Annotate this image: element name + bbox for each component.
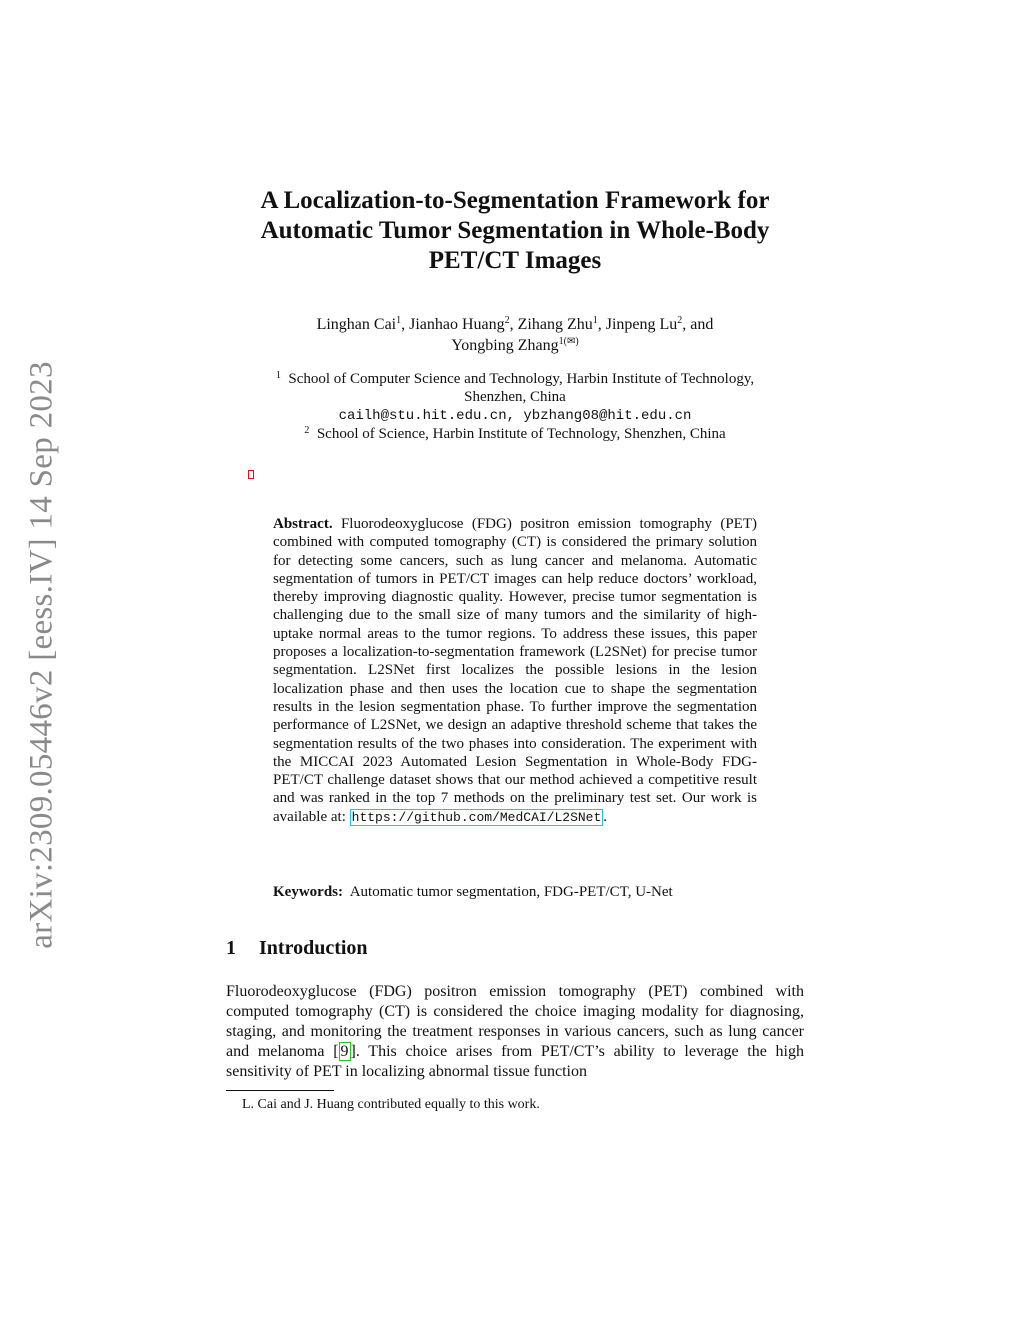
affiliation-text: School of Computer Science and Technology, Harbin Institute of Technology, — [288, 371, 755, 387]
section-number: 1 — [226, 937, 236, 959]
section-title: Introduction — [259, 937, 368, 959]
title-line-3: PET/CT Images — [428, 247, 602, 274]
author-affil-mark: 2 — [677, 315, 683, 326]
intro-paragraph: Fluorodeoxyglucose (FDG) positron emission tomography (PET) combined with computed tomography (CT) is considered the choice imaging modality for diagnosing, staging, and monitoring the treatment responses in various cancers, such as lung cancer and melanoma [ 9 ]. This choice arises from PET/CT’s ability to leverage the high sensitivity of PET in localizing abnormal tissue function — [226, 983, 805, 1080]
author-name: Jinpeng Lu — [605, 316, 678, 333]
footnote-rule — [226, 1090, 334, 1091]
keywords-text: Automatic tumor segmentation, FDG-PET/CT, U-Net — [349, 884, 673, 900]
abstract-text: Fluorodeoxyglucose (FDG) positron emission tomography (PET) combined with computed tomography (CT) is considered the primary solution for detecting some cancers, such as lung cancer and melanoma. Automatic segmentation of tumors in PET/CT images can help reduce doctors’ workload, thereby improving diagnostic quality. However, precise tumor segmentation is challenging due to the small size of many tumors and the similarity of high-uptake normal areas to the tumor regions. To address these issues, this paper proposes a localization-to-segmentation framework (L2SNet) for precise tumor segmentation. L2SNet first localizes the possible lesions in the lesion localization phase and then uses the location cue to shape the segmentation results in the lesion segmentation phase. To further improve the segmentation performance of L2SNet, we design an adaptive threshold scheme that takes the segmentation results of the two phases into consideration. The experiment with the MICCAI 2023 Automated Lesion Segmentation in Whole-Body FDG-PET/CT challenge dataset shows that our method achieved a competitive result and was ranked in the top 7 methods on the preliminary test set. Our work is available at: — [273, 516, 757, 825]
keywords — [273, 883, 757, 901]
author-conjunction: , and — [682, 316, 714, 333]
section-heading — [226, 936, 368, 960]
author-name: Yongbing Zhang — [451, 337, 559, 354]
abstract — [273, 515, 757, 827]
footnote: L. Cai and J. Huang contributed equally to this work. — [242, 1097, 540, 1112]
affiliation-number: 1 — [275, 370, 281, 381]
arxiv-side-stamp: arXiv:2309.05446v2 [eess.IV] 14 Sep 2023 — [23, 361, 60, 949]
intro-text: Fluorodeoxyglucose (FDG) positron emission tomography (PET) combined with computed tomography (CT) is considered the choice imaging modality for diagnosing, staging, and monitoring the treatment responses in various cancers, such as lung cancer and melanoma — [226, 983, 804, 1060]
affiliation-1 — [230, 370, 800, 425]
author-name: Jianhao Huang — [409, 316, 505, 333]
affiliation-text: School of Science, Harbin Institute of Technology, Shenzhen, China — [316, 426, 726, 442]
citation-link[interactable]: 9 — [340, 1043, 349, 1060]
author-emails: cailh@stu.hit.edu.cn, ybzhang08@hit.edu.cn — [338, 408, 692, 424]
title-line-1: A Localization-to-Segmentation Framework for — [260, 187, 770, 214]
annotation-marker[interactable] — [248, 470, 254, 479]
affiliation-text: Shenzhen, China — [464, 389, 566, 405]
title-line-2: Automatic Tumor Segmentation in Whole-Body — [260, 217, 770, 244]
author-name: Zihang Zhu — [517, 316, 593, 333]
author-affil-mark: 1 — [396, 315, 402, 326]
affiliation-2 — [230, 425, 800, 443]
keywords-label: Keywords: — [273, 884, 343, 900]
github-link[interactable]: https://github.com/MedCAI/L2SNet — [351, 809, 602, 825]
author-name: Linghan Cai — [316, 316, 397, 333]
author-affil-mark: 2 — [504, 315, 510, 326]
paper-title — [200, 186, 830, 276]
intro-text: . This choice arises from PET/CT’s ability to leverage the high sensitivity of PET in localizing abnormal tissue function — [226, 1043, 805, 1080]
author-affil-mark: 1 — [592, 315, 598, 326]
corresponding-author-mark: 1(✉) — [558, 336, 579, 347]
author-list: Linghan Cai$^1$, Jianhao Huang$^2$, Zihang Zhu$^1$, Jinpeng Lu$^2$, and Yongbing Zhang$^{1(✉)}$ — [316, 315, 714, 354]
abstract-end: . — [603, 808, 608, 825]
abstract-label: Abstract. — [273, 516, 333, 532]
affiliation-number: 2 — [304, 425, 310, 436]
